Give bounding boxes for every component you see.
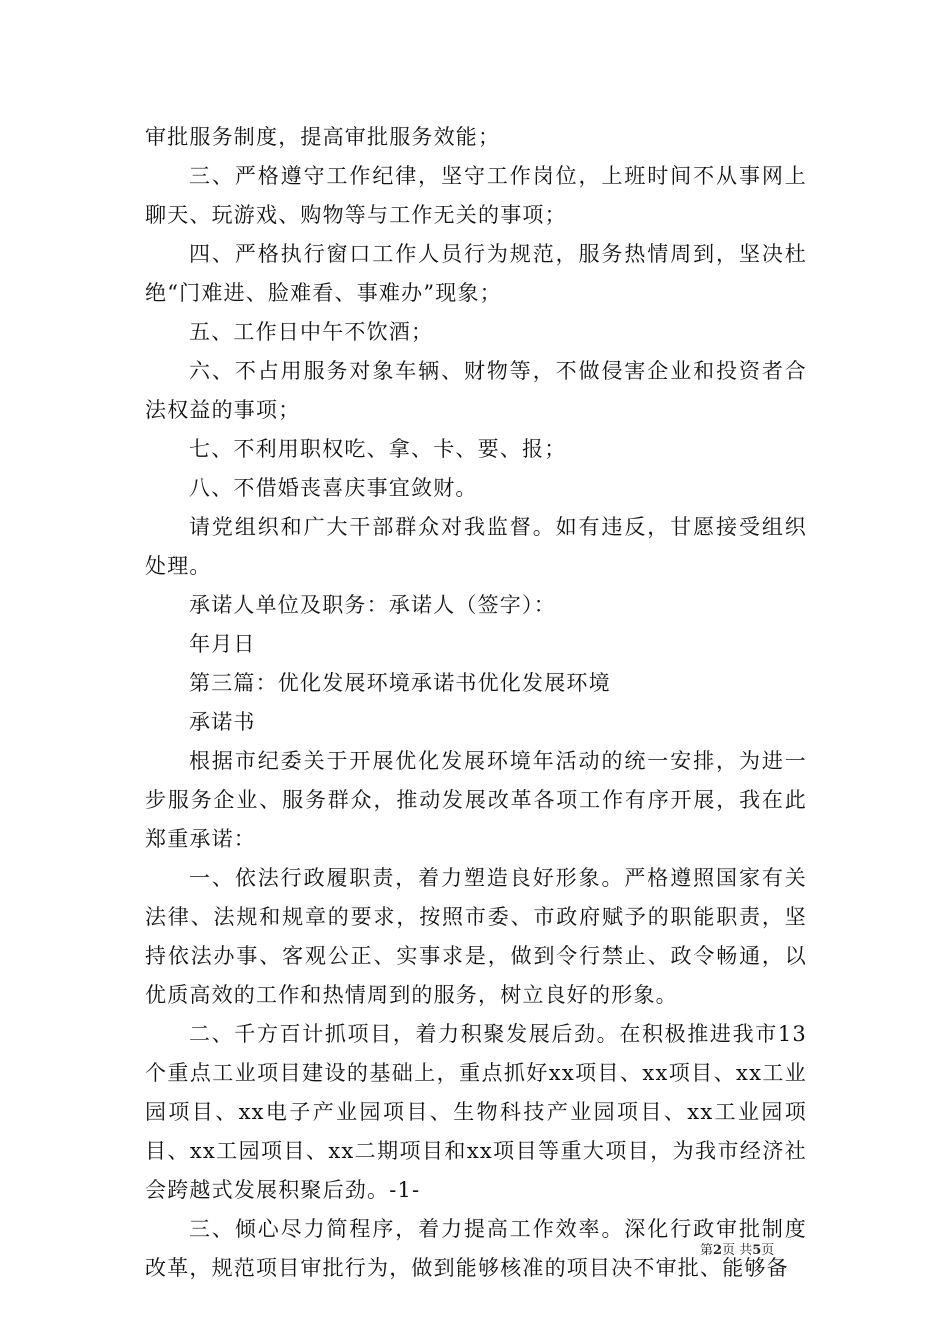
paragraph: 六、不占用服务对象车辆、财物等，不做侵害企业和投资者合法权益的事项； [145, 359, 807, 422]
footer-middle: 页 共 [722, 1243, 753, 1258]
footer-suffix: 页 [761, 1243, 775, 1258]
paragraph: 五、工作日中午不饮酒； [189, 320, 434, 344]
paragraph: 承诺书 [189, 710, 256, 734]
paragraph: 审批服务制度，提高审批服务效能； [145, 125, 501, 149]
paragraph: 第三篇：优化发展环境承诺书优化发展环境 [189, 671, 611, 695]
paragraph: 二、千方百计抓项目，着力积聚发展后劲。在积极推进我市13个重点工业项目建设的基础上，重点抓好xx项目、xx项目、xx工业园项目、xx电子产业园项目、生物科技产业园项目、xx工业园项目、xx工园项目、xx二期项目和xx项目等重大项目，为我市经济社会跨越式发展积聚后劲。-1- [145, 1022, 807, 1202]
paragraph: 根据市纪委关于开展优化发展环境年活动的统一安排，为进一步服务企业、服务群众，推动发展改革各项工作有序开展，我在此郑重承诺： [145, 749, 807, 851]
paragraph: 八、不借婚丧喜庆事宜敛财。 [189, 476, 478, 500]
paragraph: 七、不利用职权吃、拿、卡、要、报； [189, 437, 567, 461]
footer-total-pages: 5 [752, 1243, 762, 1258]
paragraph: 一、依法行政履职责，着力塑造良好形象。严格遵照国家有关法律、法规和规章的要求，按照市委、市政府赋予的职能职责，坚持依法办事、客观公正、实事求是，做到令行禁止、政令畅通，以优质高效的工作和热情周到的服务，树立良好的形象。 [145, 866, 807, 1007]
paragraph: 承诺人单位及职务：承诺人（签字）： [189, 593, 556, 617]
paragraph: 三、严格遵守工作纪律，坚守工作岗位，上班时间不从事网上聊天、玩游戏、购物等与工作无关的事项； [145, 164, 807, 227]
paragraph: 三、倾心尽力简程序，着力提高工作效率。深化行政审批制度改革，规范项目审批行为，做到能够核准的项目决不审批、能够备 [145, 1217, 807, 1280]
page-footer [700, 1243, 820, 1259]
paragraph: 年月日 [189, 632, 256, 656]
document-body [145, 118, 807, 1288]
paragraph: 请党组织和广大干部群众对我监督。如有违反，甘愿接受组织处理。 [145, 515, 807, 578]
footer-current-page: 2 [713, 1243, 723, 1258]
footer-prefix: 第 [700, 1243, 714, 1258]
paragraph: 四、严格执行窗口工作人员行为规范，服务热情周到，坚决杜绝“门难进、脸难看、事难办”现象； [145, 242, 807, 305]
